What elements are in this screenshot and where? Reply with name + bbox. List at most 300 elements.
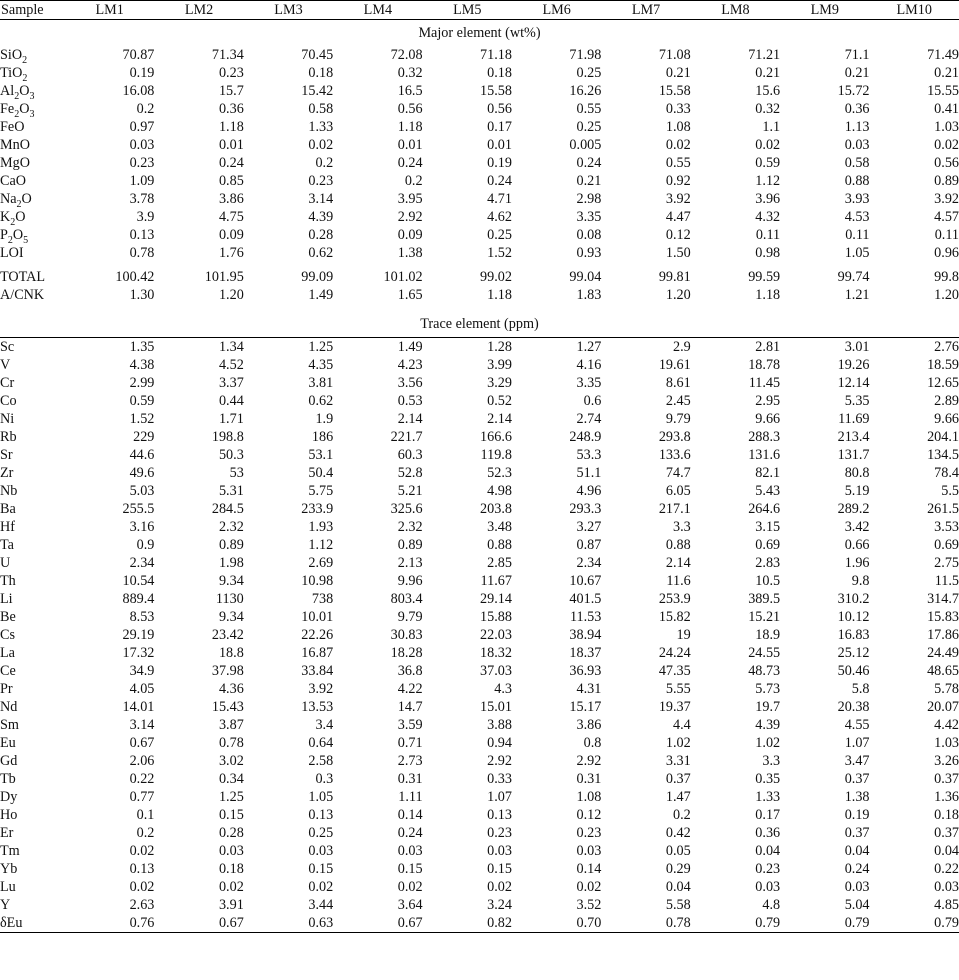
value-cell: 3.14: [308, 191, 334, 207]
value-cell: 19.26: [837, 357, 870, 373]
table-row: [0, 208, 959, 226]
value-cell: 0.01: [397, 137, 423, 153]
value-cell: 0.28: [218, 825, 244, 841]
value-cell: 14.01: [122, 699, 155, 715]
row-label: Cs: [0, 627, 15, 643]
value-cell: 5.31: [218, 483, 244, 499]
value-cell: 0.02: [129, 843, 155, 859]
table-row: [0, 244, 959, 262]
value-cell: 24.55: [748, 645, 781, 661]
value-cell: 0.24: [397, 825, 423, 841]
value-cell: 0.35: [755, 771, 781, 787]
value-cell: 0.88: [487, 537, 512, 553]
table-row: [0, 338, 959, 357]
value-cell: 0.13: [129, 861, 155, 877]
sample-col-header: LM2: [154, 1, 243, 20]
value-cell: 293.8: [658, 429, 691, 445]
value-cell: 4.62: [487, 209, 512, 225]
value-cell: 1.30: [129, 287, 155, 303]
table-row: [0, 286, 959, 310]
value-cell: 1.76: [218, 245, 244, 261]
value-cell: 4.98: [487, 483, 512, 499]
value-cell: 17.86: [927, 627, 959, 643]
value-cell: 0.23: [218, 65, 244, 81]
value-cell: 1.07: [487, 789, 512, 805]
value-cell: 0.19: [844, 807, 870, 823]
value-cell: 10.98: [301, 573, 334, 589]
value-cell: 0.01: [218, 137, 244, 153]
value-cell: 0.11: [934, 227, 959, 243]
value-cell: 71.21: [748, 47, 781, 63]
value-cell: 4.8: [762, 897, 781, 913]
row-label: FeO: [0, 119, 25, 135]
value-cell: 1.12: [755, 173, 781, 189]
value-cell: 1.12: [308, 537, 334, 553]
table-row: [0, 914, 959, 933]
value-cell: 101.02: [383, 269, 423, 285]
value-cell: 3.87: [218, 717, 244, 733]
value-cell: 0.09: [218, 227, 244, 243]
value-cell: 9.96: [397, 573, 423, 589]
value-cell: 2.85: [487, 555, 512, 571]
table-row: [0, 788, 959, 806]
value-cell: 3.64: [397, 897, 423, 913]
value-cell: 3.47: [844, 753, 870, 769]
value-cell: 4.38: [129, 357, 155, 373]
value-cell: 0.32: [755, 101, 781, 117]
row-label: Er: [0, 825, 14, 841]
table-row: [0, 518, 959, 536]
table-row: [0, 82, 959, 100]
value-cell: 3.92: [934, 191, 959, 207]
row-label: Nb: [0, 483, 18, 499]
value-cell: 0.02: [755, 137, 781, 153]
value-cell: 2.99: [129, 375, 155, 391]
value-cell: 0.23: [755, 861, 781, 877]
table-row: [0, 374, 959, 392]
value-cell: 0.41: [934, 101, 959, 117]
value-cell: 16.87: [301, 645, 334, 661]
table-row: [0, 716, 959, 734]
value-cell: 3.91: [218, 897, 244, 913]
value-cell: 1.18: [218, 119, 244, 135]
value-cell: 0.36: [844, 101, 870, 117]
value-cell: 4.36: [218, 681, 244, 697]
value-cell: 3.59: [397, 717, 423, 733]
value-cell: 0.89: [218, 537, 244, 553]
table-row: [0, 154, 959, 172]
row-label: CaO: [0, 173, 27, 189]
value-cell: 15.6: [755, 83, 781, 99]
value-cell: 0.78: [129, 245, 155, 261]
row-label: LOI: [0, 245, 24, 261]
value-cell: 0.02: [308, 879, 334, 895]
value-cell: 0.17: [755, 807, 781, 823]
value-cell: 0.18: [218, 861, 244, 877]
value-cell: 30.83: [390, 627, 423, 643]
value-cell: 289.2: [837, 501, 870, 517]
value-cell: 18.8: [218, 645, 244, 661]
value-cell: 133.6: [658, 447, 691, 463]
value-cell: 0.19: [129, 65, 155, 81]
value-cell: 248.9: [569, 429, 602, 445]
value-cell: 5.8: [851, 681, 870, 697]
value-cell: 0.03: [487, 843, 512, 859]
value-cell: 24.24: [658, 645, 691, 661]
section-title: Major element (wt%): [418, 25, 541, 41]
value-cell: 4.32: [755, 209, 781, 225]
row-label: TOTAL: [0, 269, 46, 285]
value-cell: 1.08: [576, 789, 602, 805]
value-cell: 3.15: [755, 519, 781, 535]
value-cell: 19.7: [755, 699, 781, 715]
value-cell: 0.88: [844, 173, 870, 189]
value-cell: 0.02: [218, 879, 244, 895]
value-cell: 50.3: [218, 447, 244, 463]
value-cell: 0.98: [755, 245, 781, 261]
value-cell: 217.1: [658, 501, 691, 517]
value-cell: 253.9: [658, 591, 691, 607]
value-cell: 5.21: [397, 483, 423, 499]
value-cell: 53.1: [308, 447, 334, 463]
value-cell: 0.23: [576, 825, 602, 841]
value-cell: 48.73: [748, 663, 781, 679]
value-cell: 3.86: [218, 191, 244, 207]
value-cell: 2.92: [397, 209, 423, 225]
value-cell: 131.6: [748, 447, 781, 463]
value-cell: 4.85: [934, 897, 959, 913]
value-cell: 0.21: [755, 65, 781, 81]
value-cell: 2.75: [934, 555, 959, 571]
section-title: Trace element (ppm): [0, 310, 959, 338]
value-cell: 0.18: [308, 65, 334, 81]
value-cell: 5.03: [129, 483, 155, 499]
value-cell: 0.25: [576, 119, 602, 135]
sample-col-header: LM8: [691, 1, 780, 20]
value-cell: 15.82: [658, 609, 691, 625]
value-cell: 0.33: [665, 101, 691, 117]
value-cell: 99.59: [748, 269, 781, 285]
value-cell: 0.82: [423, 914, 512, 933]
value-cell: 1.47: [665, 789, 691, 805]
value-cell: 2.58: [308, 753, 334, 769]
table-row: [0, 626, 959, 644]
value-cell: 0.22: [129, 771, 155, 787]
value-cell: 1.9: [315, 411, 334, 427]
value-cell: 13.53: [301, 699, 334, 715]
row-label: MgO: [0, 155, 30, 171]
row-label: Rb: [0, 429, 17, 445]
value-cell: 5.43: [755, 483, 781, 499]
value-cell: 0.29: [665, 861, 691, 877]
value-cell: 0.37: [844, 825, 870, 841]
value-cell: 3.35: [576, 209, 602, 225]
value-cell: 0.89: [397, 537, 423, 553]
value-cell: 10.01: [301, 609, 334, 625]
value-cell: 4.16: [576, 357, 602, 373]
value-cell: 0.12: [665, 227, 691, 243]
row-label: TiO$_2$: [0, 65, 28, 84]
value-cell: 0.18: [934, 807, 959, 823]
value-cell: 0.53: [397, 393, 423, 409]
row-label: $Fe_2O_3$: [0, 101, 35, 120]
value-cell: 1.08: [665, 119, 691, 135]
table-row: [0, 190, 959, 208]
value-cell: 2.92: [487, 753, 512, 769]
value-cell: 0.79: [780, 914, 869, 933]
value-cell: 0.9: [136, 537, 155, 553]
table-row: [0, 752, 959, 770]
value-cell: 0.97: [129, 119, 155, 135]
value-cell: 22.03: [480, 627, 512, 643]
value-cell: 0.2: [673, 807, 691, 823]
value-cell: 99.09: [301, 269, 334, 285]
value-cell: 3.88: [487, 717, 512, 733]
value-cell: 1.20: [218, 287, 244, 303]
row-label: Sm: [0, 717, 19, 733]
value-cell: 0.78: [601, 914, 690, 933]
value-cell: 204.1: [927, 429, 959, 445]
row-label: Yb: [0, 861, 18, 877]
value-cell: 12.14: [837, 375, 870, 391]
row-label: Gd: [0, 753, 18, 769]
row-label: Sc: [0, 339, 15, 355]
table-row: [0, 896, 959, 914]
value-cell: 0.25: [487, 227, 512, 243]
value-cell: 3.42: [844, 519, 870, 535]
value-cell: 36.93: [569, 663, 602, 679]
value-cell: 2.9: [673, 339, 691, 355]
value-cell: 4.05: [129, 681, 155, 697]
value-cell: 0.37: [665, 771, 691, 787]
table-body: [0, 20, 959, 933]
value-cell: 1.20: [665, 287, 691, 303]
value-cell: 4.47: [665, 209, 691, 225]
value-cell: 0.96: [934, 245, 959, 261]
value-cell: 47.35: [658, 663, 691, 679]
value-cell: 3.92: [308, 681, 334, 697]
row-label: Lu: [0, 879, 16, 895]
value-cell: 134.5: [927, 447, 959, 463]
value-cell: 71.08: [658, 47, 691, 63]
value-cell: 16.08: [122, 83, 155, 99]
value-cell: 5.73: [755, 681, 781, 697]
value-cell: 37.98: [211, 663, 244, 679]
value-cell: 15.83: [927, 609, 959, 625]
value-cell: 889.4: [122, 591, 155, 607]
value-cell: 0.56: [934, 155, 959, 171]
value-cell: 3.99: [487, 357, 512, 373]
sample-col-header: LM5: [423, 1, 512, 20]
value-cell: 203.8: [480, 501, 512, 517]
value-cell: 0.92: [665, 173, 691, 189]
table-row: [0, 590, 959, 608]
row-label: U: [0, 555, 11, 571]
section-header-row: [0, 310, 959, 338]
table-row: [0, 392, 959, 410]
value-cell: 50.4: [308, 465, 334, 481]
value-cell: 0.14: [397, 807, 423, 823]
value-cell: 325.6: [390, 501, 423, 517]
value-cell: 1.09: [129, 173, 155, 189]
value-cell: 0.79: [870, 914, 959, 933]
row-label: Tm: [0, 843, 20, 859]
value-cell: 2.14: [487, 411, 512, 427]
row-label: Pr: [0, 681, 13, 697]
value-cell: 0.88: [665, 537, 691, 553]
value-cell: 0.62: [308, 393, 334, 409]
value-cell: 0.62: [308, 245, 334, 261]
value-cell: 4.55: [844, 717, 870, 733]
value-cell: 100.42: [115, 269, 155, 285]
sample-col-header: LM6: [512, 1, 601, 20]
value-cell: 16.5: [397, 83, 423, 99]
row-label: Eu: [0, 735, 16, 751]
value-cell: 0.11: [845, 227, 870, 243]
value-cell: 5.55: [665, 681, 691, 697]
value-cell: 71.34: [211, 47, 244, 63]
row-label: $P_2O_5$: [0, 227, 29, 246]
value-cell: 229: [133, 429, 155, 445]
value-cell: 1.96: [844, 555, 870, 571]
value-cell: 0.25: [308, 825, 334, 841]
value-cell: 2.63: [129, 897, 155, 913]
value-cell: 2.95: [755, 393, 781, 409]
value-cell: 2.83: [755, 555, 781, 571]
row-label: Y: [0, 897, 11, 913]
value-cell: 3.96: [755, 191, 781, 207]
value-cell: 0.23: [129, 155, 155, 171]
value-cell: 1.03: [934, 119, 959, 135]
value-cell: 314.7: [927, 591, 959, 607]
value-cell: 1.18: [755, 287, 781, 303]
value-cell: 99.04: [569, 269, 602, 285]
table-row: [0, 680, 959, 698]
value-cell: 17.32: [122, 645, 155, 661]
value-cell: 99.8: [934, 269, 959, 285]
value-cell: 0.28: [308, 227, 334, 243]
value-cell: 0.03: [129, 137, 155, 153]
value-cell: 1.33: [755, 789, 781, 805]
value-cell: 0.2: [404, 173, 423, 189]
value-cell: 213.4: [837, 429, 870, 445]
value-cell: 0.14: [576, 861, 602, 877]
value-cell: 0.21: [665, 65, 691, 81]
value-cell: 18.78: [748, 357, 781, 373]
value-cell: 60.3: [397, 447, 423, 463]
value-cell: 3.14: [129, 717, 155, 733]
value-cell: 101.95: [204, 269, 244, 285]
value-cell: 74.7: [665, 465, 691, 481]
value-cell: 4.75: [218, 209, 244, 225]
value-cell: 1.21: [844, 287, 870, 303]
value-cell: 15.58: [658, 83, 691, 99]
value-cell: 11.6: [666, 573, 691, 589]
value-cell: 1.65: [397, 287, 423, 303]
row-label: Tb: [0, 771, 16, 787]
row-label: Th: [0, 573, 16, 589]
value-cell: 36.8: [397, 663, 423, 679]
value-cell: 18.32: [480, 645, 512, 661]
value-cell: 389.5: [748, 591, 781, 607]
value-cell: 0.56: [397, 101, 423, 117]
value-cell: 1.50: [665, 245, 691, 261]
value-cell: 0.59: [129, 393, 155, 409]
value-cell: 52.8: [397, 465, 423, 481]
value-cell: 119.8: [480, 447, 512, 463]
value-cell: 70.87: [122, 47, 155, 63]
value-cell: 3.81: [308, 375, 334, 391]
value-cell: 1.34: [218, 339, 244, 355]
value-cell: 0.12: [576, 807, 602, 823]
value-cell: 1.35: [129, 339, 155, 355]
sample-col-header: LM4: [333, 1, 422, 20]
value-cell: 0.03: [576, 843, 602, 859]
table-row: [0, 118, 959, 136]
value-cell: 0.03: [844, 137, 870, 153]
value-cell: 0.42: [665, 825, 691, 841]
sample-col-header: LM7: [601, 1, 690, 20]
value-cell: 264.6: [748, 501, 781, 517]
value-cell: 18.9: [755, 627, 781, 643]
value-cell: 19: [676, 627, 691, 643]
value-cell: 0.08: [576, 227, 602, 243]
value-cell: 2.34: [129, 555, 155, 571]
value-cell: 3.3: [673, 519, 691, 535]
value-cell: 0.58: [844, 155, 870, 171]
value-cell: 2.14: [397, 411, 423, 427]
value-cell: 1.98: [218, 555, 244, 571]
value-cell: 15.7: [218, 83, 244, 99]
value-cell: 18.28: [390, 645, 423, 661]
value-cell: 0.64: [308, 735, 334, 751]
value-cell: 2.73: [397, 753, 423, 769]
value-cell: 0.37: [934, 825, 959, 841]
value-cell: 9.66: [934, 411, 959, 427]
value-cell: 4.22: [397, 681, 423, 697]
value-cell: 0.37: [934, 771, 959, 787]
table-row: [0, 824, 959, 842]
row-label: Ni: [0, 411, 15, 427]
table-row: [0, 806, 959, 824]
value-cell: 1.13: [844, 119, 870, 135]
value-cell: 1.02: [665, 735, 691, 751]
row-label: Be: [0, 609, 16, 625]
value-cell: 4.96: [576, 483, 602, 499]
table-row: [0, 428, 959, 446]
value-cell: 0.09: [397, 227, 423, 243]
value-cell: 0.34: [218, 771, 244, 787]
value-cell: 15.58: [480, 83, 512, 99]
value-cell: 3.02: [218, 753, 244, 769]
value-cell: 37.03: [480, 663, 512, 679]
table-row: [0, 482, 959, 500]
value-cell: 186: [311, 429, 334, 445]
value-cell: 0.85: [218, 173, 244, 189]
value-cell: 16.26: [569, 83, 602, 99]
value-cell: 0.66: [844, 537, 870, 553]
value-cell: 2.89: [934, 393, 959, 409]
value-cell: 0.19: [487, 155, 512, 171]
value-cell: 1.93: [308, 519, 334, 535]
value-cell: 0.67: [154, 914, 243, 933]
value-cell: 0.17: [487, 119, 512, 135]
value-cell: 0.56: [487, 101, 512, 117]
value-cell: 80.8: [844, 465, 870, 481]
value-cell: 71.1: [844, 47, 870, 63]
value-cell: 16.83: [837, 627, 870, 643]
table-row: [0, 356, 959, 374]
